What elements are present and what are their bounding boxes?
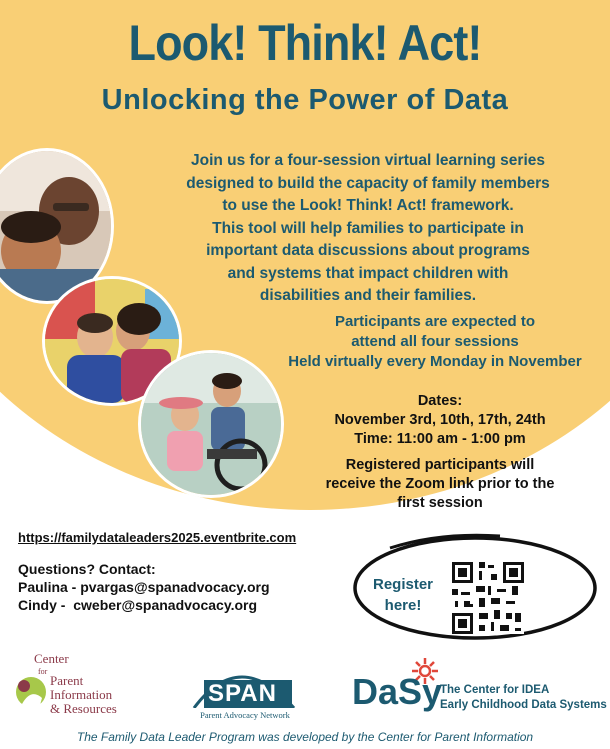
contact-email[interactable]: cweber@spanadvocacy.org <box>73 597 258 613</box>
cpir-logo <box>14 652 164 722</box>
contact-row-cindy <box>18 596 270 614</box>
attendance-expectations <box>270 312 600 372</box>
contact-separator: - <box>56 597 74 613</box>
page-title: Look! Think! Act! <box>128 15 482 71</box>
zoom-line: Registered participants will <box>345 457 535 473</box>
intro-line: important data discussions about programs <box>206 242 530 259</box>
session-dates <box>310 392 570 449</box>
dasy-line: The Center for IDEA <box>440 684 550 696</box>
contact-name: Paulina <box>18 579 68 595</box>
intro-line: designed to build the capacity of family members <box>186 174 550 192</box>
zoom-line: first session <box>397 495 483 511</box>
zoom-note <box>285 456 595 513</box>
contact-heading: Questions? Contact: <box>18 561 156 577</box>
expectation-line: Held virtually every Monday in November <box>288 353 582 370</box>
cpir-center: Center <box>34 651 69 666</box>
register-line: Register <box>372 576 434 593</box>
span-name: SPAN <box>208 680 277 707</box>
dates-time: Time: 11:00 am - 1:00 pm <box>354 431 526 447</box>
dates-label: Dates: <box>417 393 463 409</box>
contact-separator: - <box>67 579 81 595</box>
dates-days: November 3rd, 10th, 17th, 24th <box>334 412 546 428</box>
span-tagline: Parent Advocacy Network <box>200 710 290 720</box>
span-logo <box>184 652 304 724</box>
zoom-line: receive the Zoom link prior to the <box>325 476 555 492</box>
cpir-line: & Resources <box>50 701 117 716</box>
register-line: here! <box>384 597 422 614</box>
intro-line: Join us for a four-session virtual learning series <box>190 152 546 169</box>
intro-line: to use the Look! Think! Act! framework. <box>222 197 514 214</box>
wheelchair-photo <box>138 350 284 498</box>
contact-info <box>18 560 270 614</box>
contact-name: Cindy <box>18 597 57 613</box>
expectation-line: attend all four sessions <box>351 333 519 350</box>
intro-paragraph <box>138 150 598 308</box>
cpir-for: for <box>38 667 48 676</box>
cpir-line: Parent <box>50 673 84 688</box>
dasy-line: Early Childhood Data Systems <box>440 699 607 711</box>
intro-line: disabilities and their families. <box>259 287 477 304</box>
register-here-button[interactable] <box>368 574 438 616</box>
page-subtitle: Unlocking the Power of Data <box>101 84 509 116</box>
intro-line: This tool will help families to participate in <box>212 219 524 237</box>
qr-code-icon[interactable] <box>452 562 524 634</box>
intro-line: and systems that impact children with <box>227 264 509 282</box>
registration-link[interactable]: https://familydataleaders2025.eventbrite.com <box>18 530 297 545</box>
contact-row-paulina <box>18 578 270 596</box>
dasy-description <box>440 683 607 713</box>
dasy-name: DaSy <box>352 671 443 712</box>
contact-email[interactable]: pvargas@spanadvocacy.org <box>80 579 270 595</box>
cpir-line: Information <box>50 687 113 702</box>
expectation-line: Participants are expected to <box>334 313 536 330</box>
footer-credit: The Family Data Leader Program was developed by the Center for Parent Information <box>76 730 534 744</box>
